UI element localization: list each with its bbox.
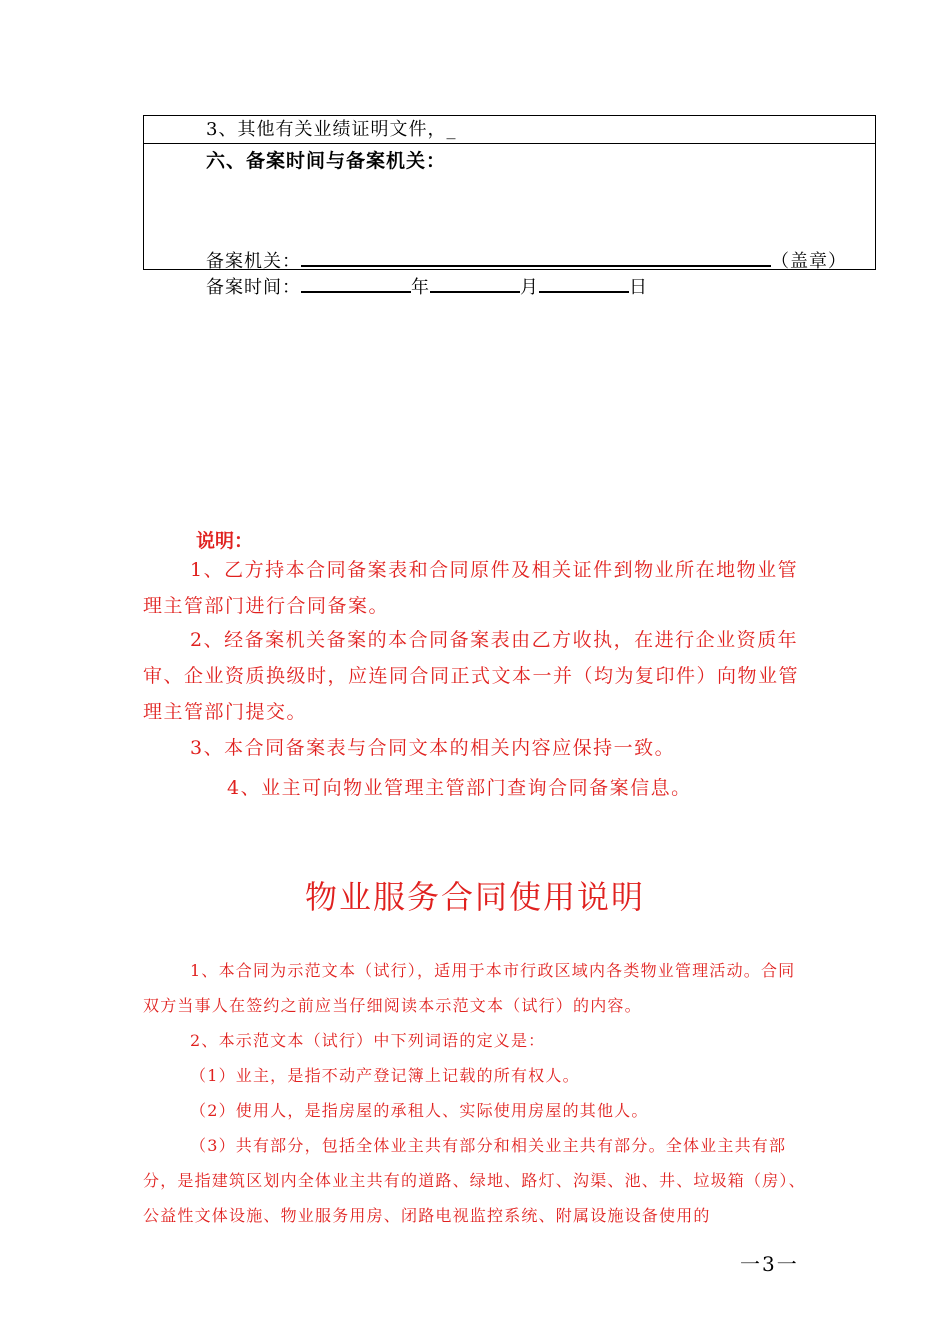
form-row-other-documents [144,116,875,144]
agency-label: 备案机关： [206,251,301,272]
year-label: 年 [411,277,430,298]
note-item-2: 2、经备案机关备案的本合同备案表由乙方收执，在进行企业资质年审、企业资质换级时，应连同合同正式文本一并（均为复印件）向物业管理主管部门提交。 [143,629,800,723]
note-item-1: 1、乙方持本合同备案表和合同原件及相关证件到物业所在地物业管理主管部门进行合同备案。 [143,559,799,617]
filing-time-line [206,273,648,299]
month-blank [430,273,520,293]
time-label: 备案时间： [206,277,301,298]
usage-paragraph-5: （3）共有部分，包括全体业主共有部分和相关业主共有部分。全体业主共有部分，是指建筑区划内全体业主共有的道路、绿地、路灯、沟渠、池、井、垃圾箱（房）、公益性文体设施、物业服务用房、闭路电视监控系统、附属设施设备使用的 [143,1136,806,1225]
usage-paragraph-1: 1、本合同为示范文本（试行），适用于本市行政区域内各类物业管理活动。合同双方当事人在签约之前应当仔细阅读本示范文本（试行）的内容。 [143,961,796,1015]
usage-paragraph-2: 2、本示范文本（试行）中下列词语的定义是： [190,1031,546,1050]
day-label: 日 [629,277,648,298]
filing-form-table [143,115,876,298]
day-blank [539,273,629,293]
notes-heading: 说明： [196,530,254,552]
year-blank [301,273,411,293]
usage-body [143,953,811,1233]
note-item-4: 4、业主可向物业管理主管部门查询合同备案信息。 [227,777,692,799]
page-number: 一3一 [740,1252,799,1276]
usage-title: 物业服务合同使用说明 [304,878,645,916]
seal-label: （盖章） [771,251,847,272]
note-item-3: 3、本合同备案表与合同文本的相关内容应保持一致。 [190,737,676,759]
form-row-filing-info [144,144,875,298]
agency-line [206,247,847,273]
usage-paragraph-4: （2）使用人，是指房屋的承租人、实际使用房屋的其他人。 [190,1101,649,1120]
usage-paragraph-3: （1）业主，是指不动产登记簿上记载的所有权人。 [190,1066,580,1085]
month-label: 月 [520,277,539,298]
section-title: 六、备案时间与备案机关： [206,150,447,172]
other-documents-text: 3、其他有关业绩证明文件，_ [206,119,457,140]
agency-blank [301,247,771,267]
